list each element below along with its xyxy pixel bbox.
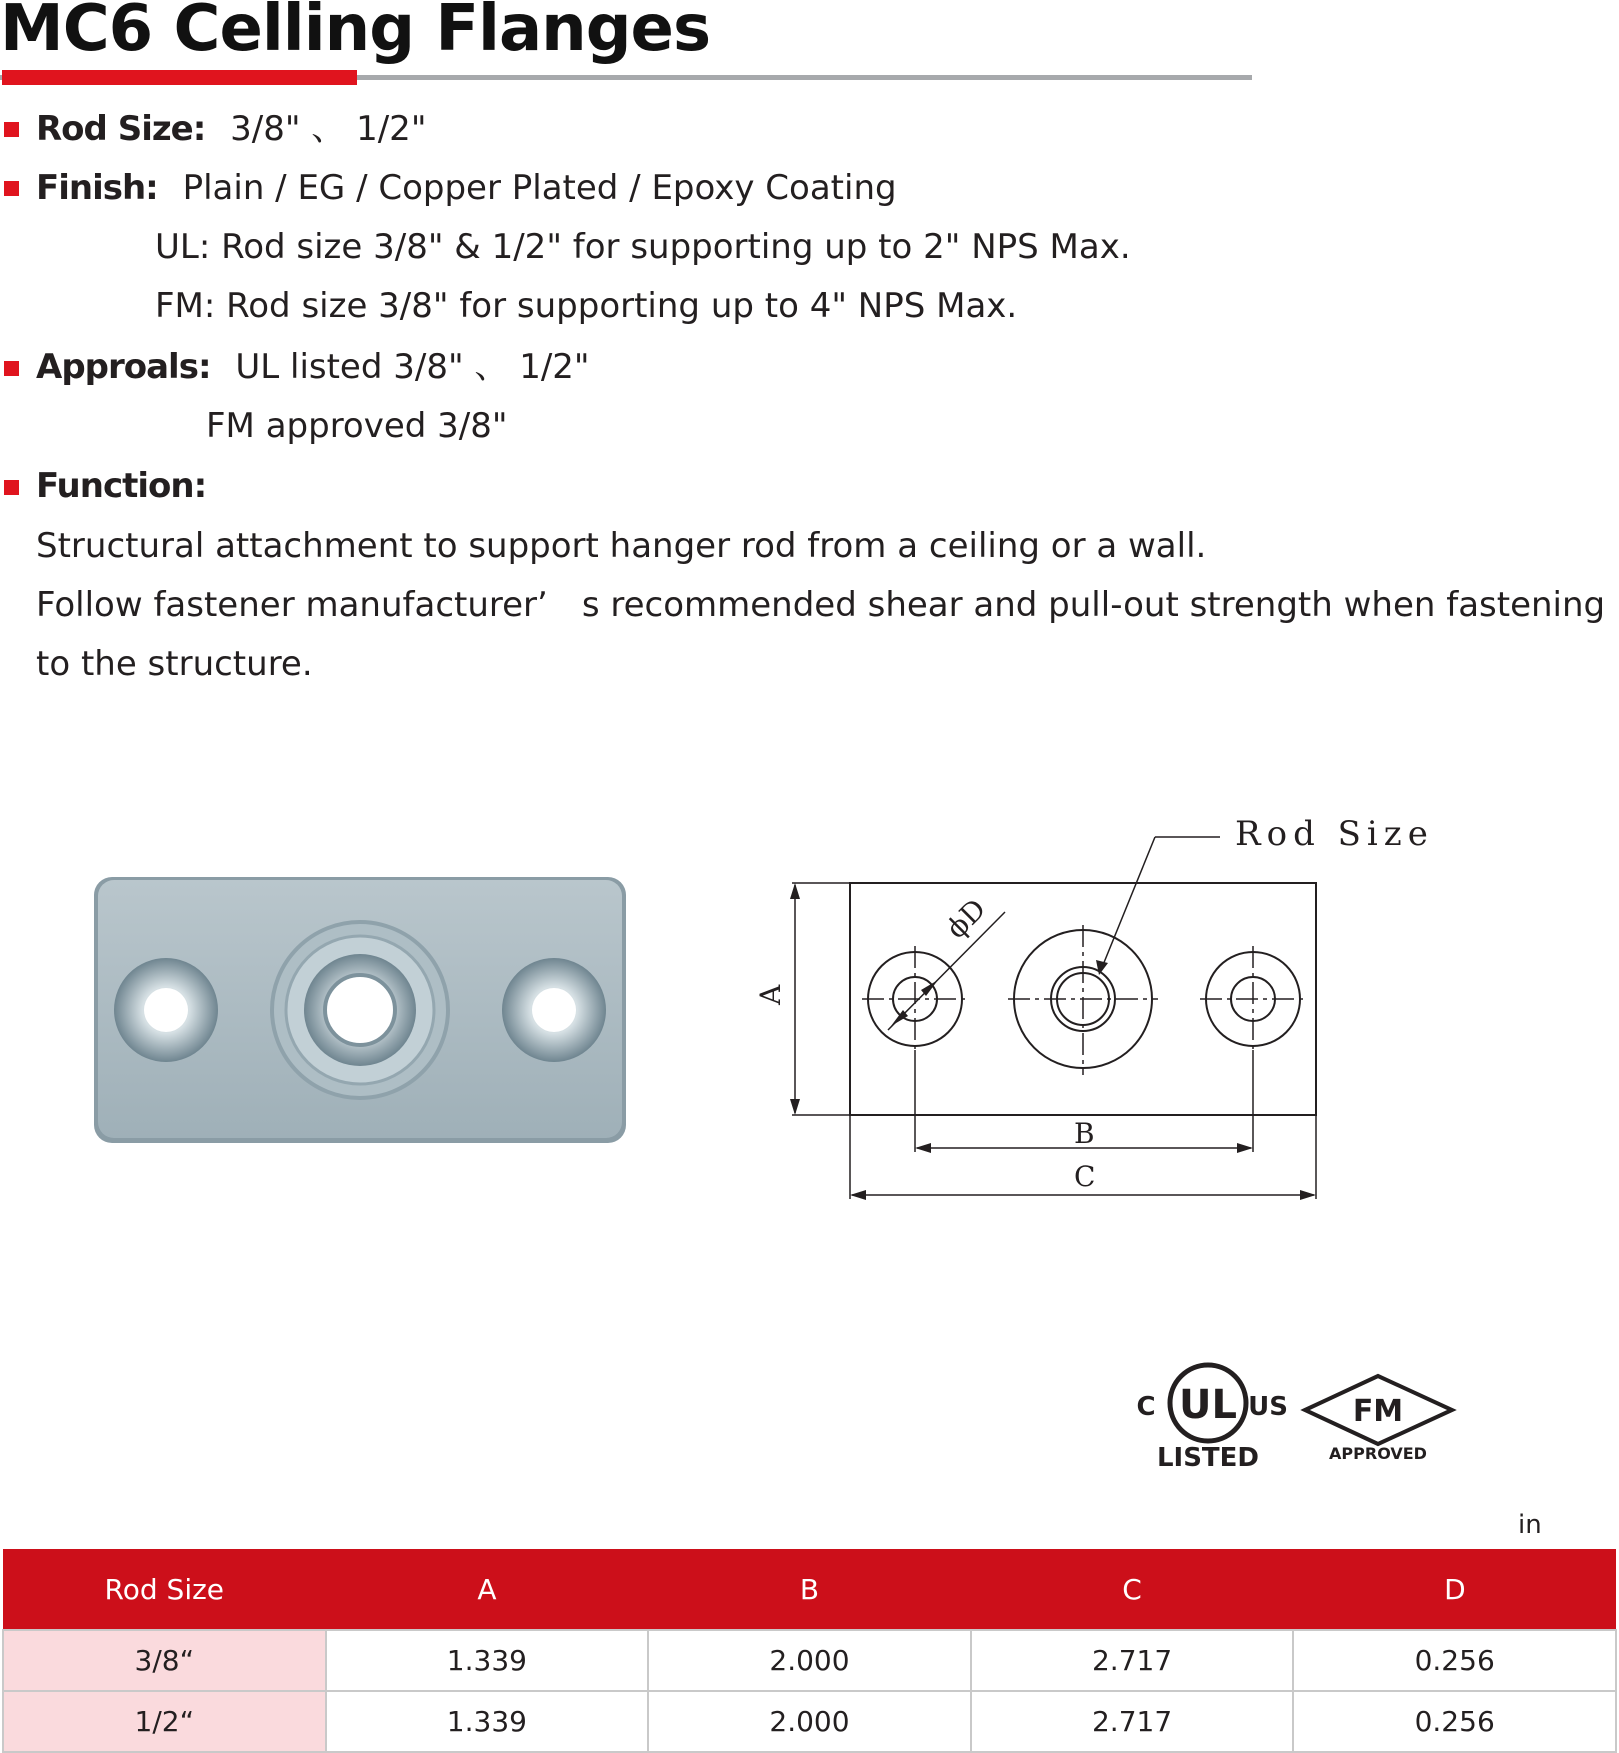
drawing-dim-c: C xyxy=(1074,1160,1096,1193)
function-line-1: Structural attachment to support hanger rod from a ceiling or a wall. xyxy=(36,526,1207,566)
header-a: A xyxy=(326,1549,649,1630)
technical-drawing xyxy=(750,800,1450,1210)
cell-b: 2.000 xyxy=(648,1691,971,1752)
drawing-rod-size-label: Rod Size xyxy=(1235,814,1434,854)
function-line-3: to the structure. xyxy=(36,644,313,684)
finish-ul-note: UL: Rod size 3/8" & 1/2" for supporting up to 2" NPS Max. xyxy=(155,227,1131,267)
rod-size-label: Rod Size: xyxy=(36,109,206,149)
bullet-function xyxy=(4,480,19,495)
cell-d: 0.256 xyxy=(1293,1691,1616,1752)
rod-size-value: 3/8" 、 1/2" xyxy=(230,109,427,149)
cell-a: 1.339 xyxy=(326,1630,649,1691)
cell-d: 0.256 xyxy=(1293,1630,1616,1691)
table-row xyxy=(3,1691,1616,1752)
cell-a: 1.339 xyxy=(326,1691,649,1752)
certification-logos xyxy=(1130,1348,1460,1473)
table-header-row xyxy=(3,1549,1616,1630)
title-rule-red xyxy=(2,70,357,85)
finish-value: Plain / EG / Copper Plated / Epoxy Coating xyxy=(182,168,897,208)
cell-b: 2.000 xyxy=(648,1630,971,1691)
function-label: Function: xyxy=(36,466,207,506)
approvals-value: UL listed 3/8" 、 1/2" xyxy=(235,347,590,387)
spec-finish xyxy=(36,168,897,208)
ul-listed-logo xyxy=(1136,1365,1287,1473)
finish-label: Finish: xyxy=(36,168,158,208)
bullet-approvals xyxy=(4,361,19,376)
bullet-rod-size xyxy=(4,122,19,137)
spec-function xyxy=(36,466,220,506)
cell-c: 2.717 xyxy=(971,1691,1294,1752)
page-title: MC6 Celling Flanges xyxy=(0,0,711,66)
approvals-label: Approals: xyxy=(36,347,211,387)
drawing-dim-b: B xyxy=(1074,1117,1095,1150)
cell-c: 2.717 xyxy=(971,1630,1294,1691)
header-rod-size: Rod Size xyxy=(3,1549,326,1630)
spec-rod-size xyxy=(36,109,426,149)
product-image xyxy=(92,875,632,1150)
cell-rod-size: 1/2“ xyxy=(3,1691,326,1752)
header-b: B xyxy=(648,1549,971,1630)
approvals-fm: FM approved 3/8" xyxy=(206,406,508,446)
drawing-dim-a: A xyxy=(754,984,787,1005)
table-row xyxy=(3,1630,1616,1691)
ul-c: C xyxy=(1136,1392,1156,1422)
finish-fm-note: FM: Rod size 3/8" for supporting up to 4" NPS Max. xyxy=(155,286,1018,326)
header-c: C xyxy=(971,1549,1294,1630)
fm-approved-logo xyxy=(1305,1376,1452,1463)
spec-approvals xyxy=(36,347,590,387)
drawing-dim-d: ϕD xyxy=(939,892,993,945)
dimensions-table xyxy=(2,1549,1617,1753)
unit-label: in xyxy=(1518,1510,1542,1540)
fm-mark: FM xyxy=(1352,1394,1404,1429)
cell-rod-size: 3/8“ xyxy=(3,1630,326,1691)
fm-approved: APPROVED xyxy=(1329,1444,1427,1463)
ul-us: US xyxy=(1248,1392,1288,1422)
ul-listed: LISTED xyxy=(1156,1443,1260,1473)
ul-mark: UL xyxy=(1179,1382,1237,1428)
bullet-finish xyxy=(4,181,19,196)
header-d: D xyxy=(1293,1549,1616,1630)
function-line-2: Follow fastener manufacturer’ s recommended shear and pull-out strength when fastening xyxy=(36,585,1606,625)
